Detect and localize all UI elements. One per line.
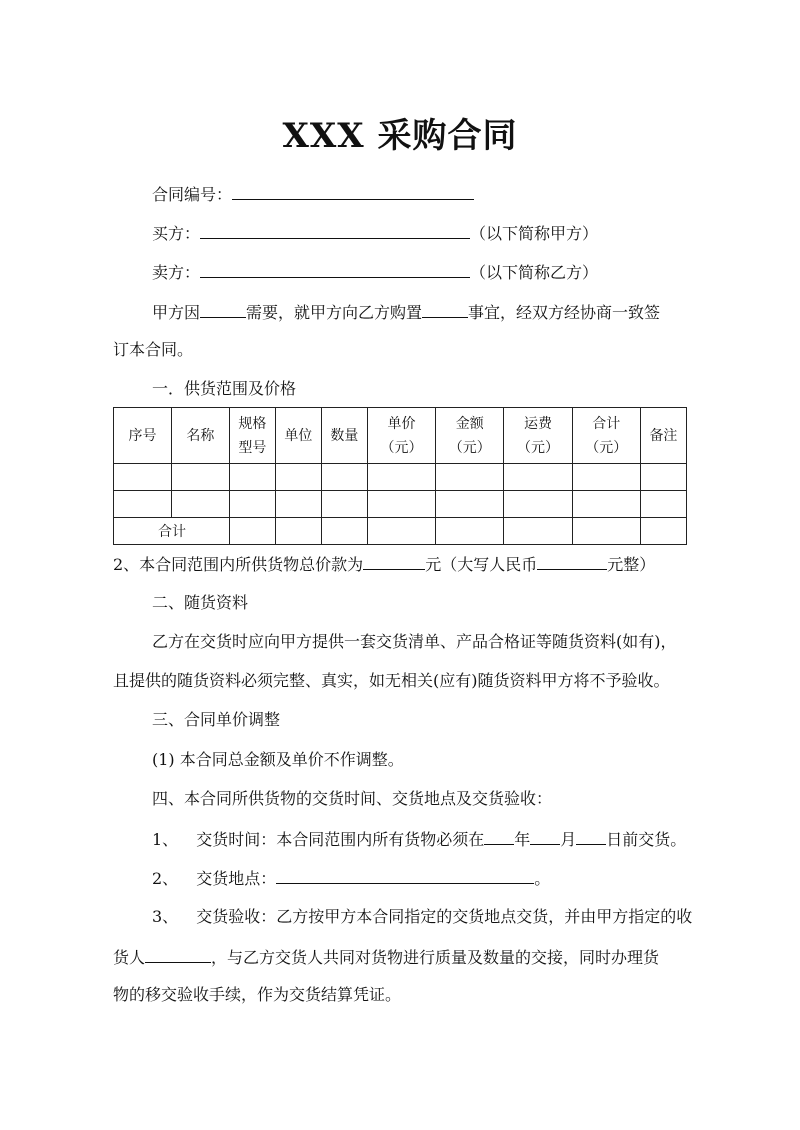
table-cell[interactable]	[171, 491, 229, 518]
table-header-cell: 合计 （元）	[572, 408, 640, 464]
section-2-para-line-1: 乙方在交货时应向甲方提供一套交货清单、产品合格证等随货资料(如有)，	[152, 632, 677, 651]
table-cell[interactable]	[321, 464, 367, 491]
contract-number-blank[interactable]	[232, 183, 474, 200]
section-2-para-line-2: 且提供的随货资料必须完整、真实，如无相关(应有)随货资料甲方将不予验收。	[113, 671, 670, 690]
table-cell[interactable]	[321, 491, 367, 518]
table-cell[interactable]	[504, 464, 572, 491]
table-cell[interactable]	[504, 518, 572, 545]
table-header-cell: 备注	[640, 408, 686, 464]
seller-blank[interactable]	[200, 261, 470, 278]
table-cell[interactable]	[229, 464, 275, 491]
intro-line-1	[152, 301, 660, 323]
table-cell[interactable]	[572, 491, 640, 518]
table-cell[interactable]	[321, 518, 367, 545]
table-cell[interactable]	[275, 491, 321, 518]
table-cell[interactable]	[504, 491, 572, 518]
table-header-cell: 数量	[321, 408, 367, 464]
delivery-day-label: 日前交货。	[606, 830, 687, 849]
seller-suffix: （以下简称乙方）	[470, 263, 599, 282]
acceptance-line-2	[113, 946, 659, 968]
intro-text-a: 甲方因	[152, 303, 201, 322]
acceptance-line-3: 物的移交验收手续，作为交货结算凭证。	[113, 985, 402, 1004]
delivery-time-number: 1、	[152, 830, 179, 849]
table-cell[interactable]	[640, 464, 686, 491]
table-cell[interactable]	[367, 491, 435, 518]
table-cell[interactable]	[229, 518, 275, 545]
buyer-suffix: （以下简称甲方）	[470, 224, 599, 243]
section-1-heading: 一．供货范围及价格	[152, 379, 297, 398]
table-cell[interactable]	[436, 464, 504, 491]
table-row	[114, 491, 687, 518]
delivery-place-line	[152, 867, 550, 889]
delivery-place-end: 。	[534, 869, 551, 888]
table-header-cell: 序号	[114, 408, 172, 464]
intro-purpose-blank[interactable]	[200, 301, 246, 318]
delivery-time-text: 交货时间：本合同范围内所有货物必须在	[196, 830, 485, 849]
section-3-heading: 三、合同单价调整	[152, 710, 281, 729]
table-header-cell: 单价 （元）	[367, 408, 435, 464]
total-price-words-blank[interactable]	[537, 553, 607, 570]
total-price-line	[113, 553, 655, 575]
table-cell[interactable]	[114, 464, 172, 491]
table-cell[interactable]	[640, 491, 686, 518]
table-cell[interactable]	[436, 491, 504, 518]
table-header-cell: 规格 型号	[229, 408, 275, 464]
section-2-heading: 二、随货资料	[152, 593, 249, 612]
acceptance-line-1	[152, 907, 692, 927]
buyer-blank[interactable]	[200, 222, 470, 239]
delivery-time-line	[152, 828, 686, 850]
intro-text-c: 事宜，经双方经协商一致签	[468, 303, 661, 322]
table-header-cell: 金额 （元）	[436, 408, 504, 464]
acceptance-text-2b: ，与乙方交货人共同对货物进行质量及数量的交接，同时办理货	[211, 948, 660, 967]
table-cell[interactable]	[572, 518, 640, 545]
table-total-row	[114, 518, 687, 545]
goods-table	[113, 407, 687, 545]
table-cell[interactable]	[229, 491, 275, 518]
table-cell[interactable]	[367, 464, 435, 491]
table-cell[interactable]	[640, 518, 686, 545]
acceptance-text-1: 交货验收：乙方按甲方本合同指定的交货地点交货，并由甲方指定的收	[196, 907, 693, 926]
delivery-year-label: 年	[514, 830, 531, 849]
seller-label: 卖方：	[152, 263, 201, 282]
buyer-row	[152, 222, 598, 244]
delivery-day-blank[interactable]	[576, 828, 606, 845]
delivery-month-label: 月	[560, 830, 577, 849]
acceptance-number: 3、	[152, 907, 179, 926]
contract-number-label: 合同编号：	[152, 185, 233, 204]
table-total-label: 合计	[114, 518, 230, 545]
table-row	[114, 464, 687, 491]
table-cell[interactable]	[367, 518, 435, 545]
seller-row	[152, 261, 598, 283]
delivery-place-blank[interactable]	[276, 867, 534, 884]
total-price-text-a: 2、本合同范围内所供货物总价款为	[113, 555, 364, 574]
intro-item-blank[interactable]	[422, 301, 468, 318]
intro-line-2: 订本合同。	[113, 340, 194, 359]
delivery-place-number: 2、	[152, 869, 179, 888]
delivery-place-text: 交货地点：	[196, 869, 277, 888]
contract-title: XXX 采购合同	[282, 116, 518, 156]
table-cell[interactable]	[114, 491, 172, 518]
table-cell[interactable]	[275, 518, 321, 545]
table-header-cell: 运费 （元）	[504, 408, 572, 464]
receiver-blank[interactable]	[145, 946, 211, 963]
table-cell[interactable]	[275, 464, 321, 491]
total-price-text-c: 元整）	[607, 555, 656, 574]
section-4-heading: 四、本合同所供货物的交货时间、交货地点及交货验收：	[152, 789, 553, 808]
acceptance-text-2a: 货人	[113, 948, 146, 967]
total-price-blank[interactable]	[363, 553, 425, 570]
table-header-row	[114, 408, 687, 464]
intro-text-b: 需要，就甲方向乙方购置	[246, 303, 423, 322]
total-price-text-b: 元（大写人民币	[425, 555, 538, 574]
buyer-label: 买方：	[152, 224, 201, 243]
table-header-cell: 名称	[171, 408, 229, 464]
table-header-cell: 单位	[275, 408, 321, 464]
table-cell[interactable]	[171, 464, 229, 491]
contract-number-row	[152, 183, 474, 205]
section-3-item-1: (1) 本合同总金额及单价不作调整。	[152, 750, 404, 769]
table-cell[interactable]	[436, 518, 504, 545]
table-cell[interactable]	[572, 464, 640, 491]
delivery-year-blank[interactable]	[484, 828, 514, 845]
delivery-month-blank[interactable]	[530, 828, 560, 845]
